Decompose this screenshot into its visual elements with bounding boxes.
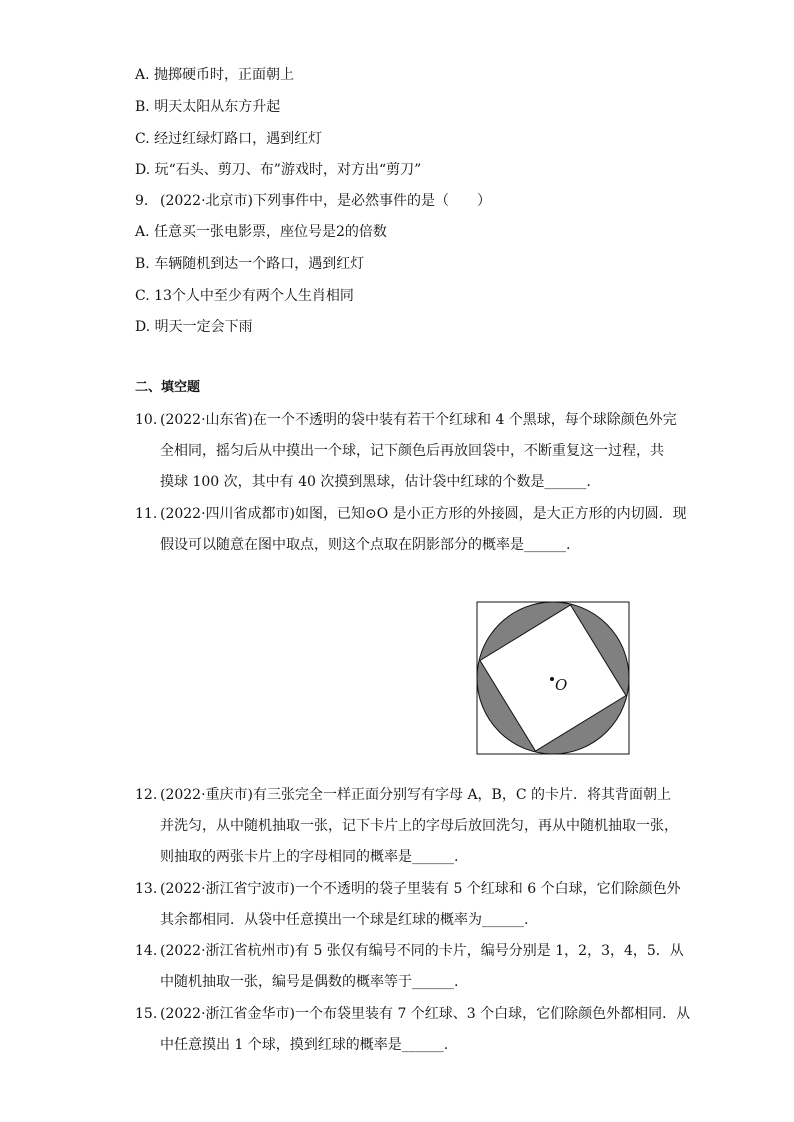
q11-line-1: (2022·四川省成都市)如图，已知⊙O 是小正方形的外接圆，是大正方形的内切圆．现 [160, 506, 687, 522]
q13-number: 13. [135, 881, 158, 897]
q15-line-1: (2022·浙江省金华市)一个布袋里装有 7 个红球、3 个白球，它们除颜色外都相同．从 [160, 1006, 691, 1022]
q13-line-1: (2022·浙江省宁波市)一个不透明的袋子里装有 5 个红球和 6 个白球，它们除颜色外 [160, 881, 681, 897]
q8-option-d: D. 玩“石头、剪刀、布”游戏时，对方出“剪刀” [135, 162, 422, 178]
q10-line-2: 全相同，摇匀后从中摸出一个球，记下颜色后再放回袋中，不断重复这一过程，共 [160, 443, 664, 459]
q12-line-1: (2022·重庆市)有三张完全一样正面分别写有字母 A，B，C 的卡片．将其背面朝上 [160, 787, 672, 803]
q10-line-1: (2022·山东省)在一个不透明的袋中装有若干个红球和 4 个黑球，每个球除颜色外完 [160, 412, 677, 428]
q9-number: 9. [135, 193, 149, 209]
q11-line-2: 假设可以随意在图中取点，则这个点取在阴影部分的概率是______. [160, 537, 571, 553]
q13-line-2: 其余都相同．从袋中任意摸出一个球是红球的概率为______. [160, 912, 529, 928]
q9-stem: (2022·北京市)下列事件中，是必然事件的是（ ） [160, 193, 492, 209]
q15-number: 15. [135, 1006, 158, 1022]
q11-figure [476, 601, 631, 755]
q14-number: 14. [135, 943, 158, 959]
q9-option-d: D. 明天一定会下雨 [135, 319, 253, 335]
center-point [550, 677, 554, 681]
q11-number: 11. [135, 506, 158, 522]
q10-line-3: 摸球 100 次，其中有 40 次摸到黑球，估计袋中红球的个数是______. [160, 474, 591, 490]
q8-option-c: C. 经过红绿灯路口，遇到红灯 [135, 131, 323, 147]
q15-line-2: 中任意摸出 1 个球，摸到红球的概率是______. [160, 1037, 449, 1053]
q9-option-b: B. 车辆随机到达一个路口，遇到红灯 [135, 256, 365, 272]
q14-line-1: (2022·浙江省杭州市)有 5 张仅有编号不同的卡片，编号分别是 1，2，3，4，5．从 [160, 943, 684, 959]
q9-option-a: A. 任意买一张电影票，座位号是2的倍数 [135, 224, 387, 240]
section-title: 二、填空题 [135, 380, 201, 395]
q9-option-c: C. 13个人中至少有两个人生肖相同 [135, 288, 354, 304]
q8-option-b: B. 明天太阳从东方升起 [135, 99, 281, 115]
q8-option-a: A. 抛掷硬币时，正面朝上 [135, 67, 295, 83]
q12-number: 12. [135, 787, 158, 803]
q12-line-3: 则抽取的两张卡片上的字母相同的概率是______. [160, 849, 459, 865]
q10-number: 10. [135, 412, 158, 428]
q14-line-2: 中随机抽取一张，编号是偶数的概率等于______. [160, 974, 459, 990]
q12-line-2: 并洗匀，从中随机抽取一张，记下卡片上的字母后放回洗匀，再从中随机抽取一张， [160, 818, 678, 834]
center-label: O [555, 676, 568, 694]
